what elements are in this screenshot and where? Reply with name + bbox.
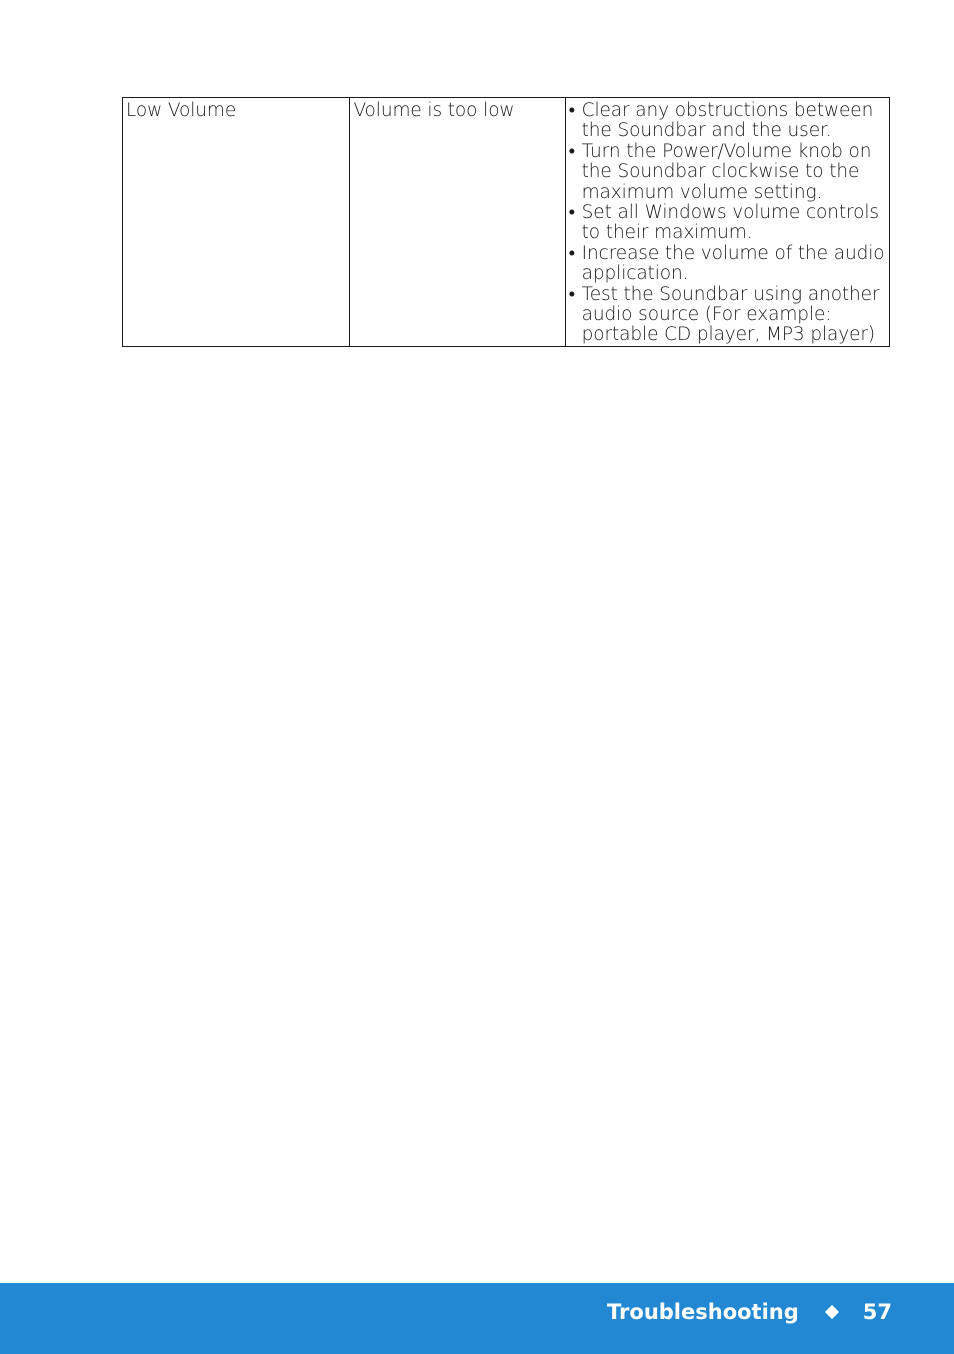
footer-content bbox=[607, 1300, 892, 1324]
page-footer bbox=[0, 1283, 954, 1354]
list-item: • Increase the volume of the audio application. bbox=[569, 244, 885, 285]
problem-cell: Low Volume bbox=[123, 98, 350, 347]
diamond-icon bbox=[825, 1305, 839, 1319]
page-number: 57 bbox=[862, 1300, 892, 1324]
solutions-list bbox=[569, 101, 885, 346]
list-item: • Turn the Power/Volume knob on the Soundbar clockwise to the maximum volume setting. bbox=[569, 142, 885, 203]
troubleshooting-table bbox=[122, 97, 890, 347]
footer-section-title: Troubleshooting bbox=[607, 1300, 799, 1324]
list-item: • Clear any obstructions between the Soundbar and the user. bbox=[569, 101, 885, 142]
table-row bbox=[123, 98, 890, 347]
list-item: • Test the Soundbar using another audio source (For example: portable CD player, MP3 player) bbox=[569, 285, 885, 346]
list-item: • Set all Windows volume controls to their maximum. bbox=[569, 203, 885, 244]
symptom-cell: Volume is too low bbox=[350, 98, 565, 347]
solutions-cell bbox=[565, 98, 889, 347]
